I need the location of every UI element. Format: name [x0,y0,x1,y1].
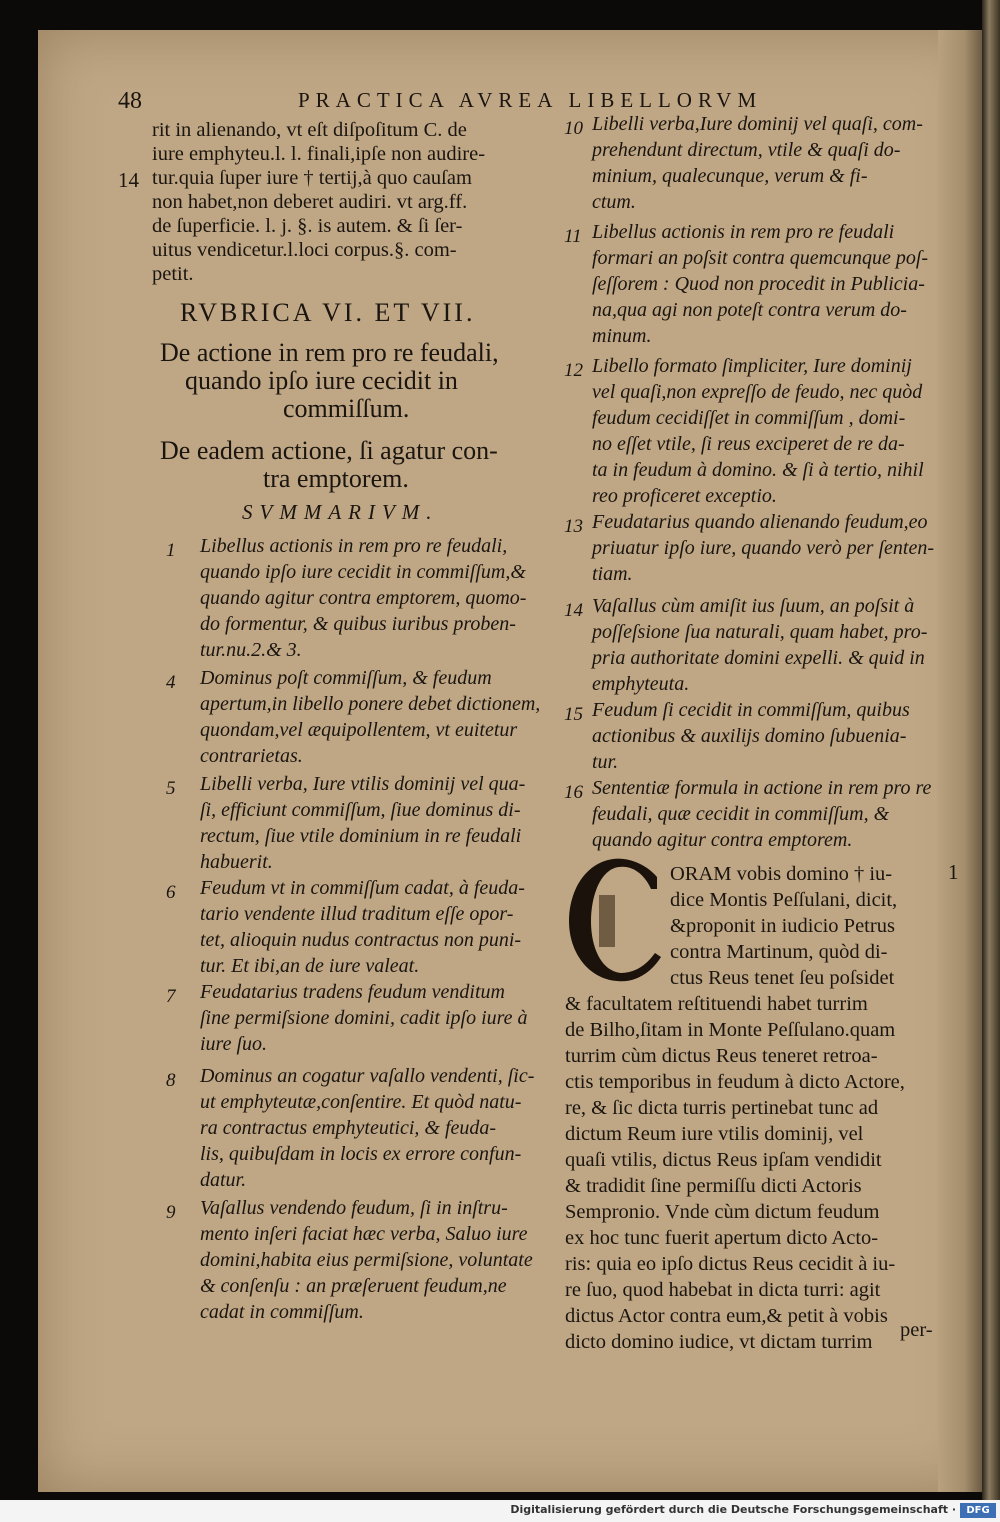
chapter-title-line: quando ipſo iure cecidit in [185,366,458,395]
summary-heading: SVMMARIVM. [242,500,439,524]
body-text-line: dice Montis Peſſulani, dicit, [670,889,898,911]
body-text-line: re, & ſic dicta turris pertinebat tunc ad [565,1097,879,1119]
chapter-title-line: De actione in rem pro re feudali, [160,338,499,367]
initial-letter-graphic [565,855,665,985]
summary-line: cadat in commiſſum. [200,1301,364,1323]
decorated-initial [565,855,665,985]
summary-line: formari an poſsit contra quemcunque poſ- [592,247,929,269]
digitization-credit: Digitalisierung gefördert durch die Deutsche Forschungsgemeinschaft · [510,1503,956,1516]
text-line: tur.quia ſuper iure † tertij,à quo cauſam [152,167,472,189]
chapter-title-line: De eadem actione, ſi agatur con- [160,436,498,465]
summary-line: feudum cecidiſſet in commiſſum , domi- [592,407,906,429]
body-text-line: Sempronio. Vnde cùm dictum feudum [565,1201,880,1223]
dfg-logo: DFG [960,1503,996,1518]
footer-bar [0,1500,1000,1522]
body-text-line: dictus Actor contra eum,& petit à vobis [565,1305,888,1327]
body-text-line: & facultatem reſtituendi habet turrim [565,993,868,1015]
summary-line: prehendunt directum, vtile & quaſi do- [592,139,901,161]
summary-line: Feudum vt in commiſſum cadat, à feuda- [200,877,525,899]
summary-line: Libellus actionis in rem pro re feudali, [200,535,508,557]
summary-line: tet, alioquin nudus contractus non puni- [200,929,522,951]
summary-number: 9 [166,1202,176,1223]
summary-number: 1 [166,540,176,561]
chapter-title-line: tra emptorem. [263,464,409,493]
summary-line: ctum. [592,191,636,213]
chapter-title-line: commiſſum. [283,394,410,423]
summary-line: tur.nu.2.& 3. [200,639,302,661]
summary-line: na,qua agi non poteſt contra verum do- [592,299,907,321]
body-text-line: quaſi vtilis, dictus Reus ipſam vendidit [565,1149,882,1171]
summary-line: minium, qualecunque, verum & fi- [592,165,868,187]
catchword: per- [900,1319,933,1341]
body-text-line: ctis temporibus in feudum à dicto Actore, [565,1071,905,1093]
summary-line: Feudatarius quando alienando feudum,eo [592,511,928,533]
margin-number: 14 [118,168,139,192]
summary-line: quando ipſo iure cecidit in commiſſum,& [200,561,526,583]
summary-line: ta in feudum à domino. & ſi à tertio, nihil [592,459,924,481]
summary-line: iure ſuo. [200,1033,268,1055]
summary-line: mento inſeri faciat hæc verba, Saluo iure [200,1223,528,1245]
summary-line: ſeſſorem : Quod non procedit in Publicia- [592,273,925,295]
rubric-heading: RVBRICA VI. ET VII. [180,298,476,327]
page-gutter-shadow [938,30,982,1492]
summary-line: ſine permiſsione domini, cadit ipſo iure à [200,1007,528,1029]
summary-line: habuerit. [200,851,273,873]
summary-line: quando agitur contra emptorem, quomo- [200,587,527,609]
summary-line: apertum,in libello ponere debet dictionem, [200,693,541,715]
summary-line: Dominus poſt commiſſum, & feudum [200,667,492,689]
summary-line: rectum, ſiue vtile dominium in re feudali [200,825,522,847]
body-text-line: de Bilho,ſitam in Monte Peſſulano.quam [565,1019,896,1041]
body-text-line: & tradidit ſine permiſſu dicti Actoris [565,1175,862,1197]
body-text-line: turrim cùm dictus Reus teneret retroa- [565,1045,878,1067]
summary-line: feudali, quæ cecidit in commiſſum, & [592,803,890,825]
text-line: petit. [152,263,194,285]
summary-line: minum. [592,325,652,347]
summary-line: ſi, efficiunt commiſſum, ſiue dominus di- [200,799,521,821]
text-line: non habet,non deberet audiri. vt arg.ff. [152,191,468,213]
summary-number: 16 [564,782,583,803]
summary-line: Libellus actionis in rem pro re feudali [592,221,895,243]
summary-line: Vaſallus cùm amiſit ius ſuum, an poſsit à [592,595,915,617]
summary-line: Libello formato ſimpliciter, Iure dominij [592,355,912,377]
summary-line: tiam. [592,563,633,585]
text-line: de ſuperficie. l. j. §. is autem. & ſi ſer- [152,215,463,237]
page-number: 48 [118,88,142,114]
summary-line: vel quaſi,non expreſſo de feudo, nec quòd [592,381,923,403]
summary-line: tur. [592,751,619,773]
body-text-line: ris: quia eo ipſo dictus Reus cecidit à iu- [565,1253,896,1275]
summary-line: poſſeſsione ſua naturali, quam habet, pro- [592,621,928,643]
summary-number: 11 [564,226,582,247]
summary-number: 6 [166,882,176,903]
summary-line: Dominus an cogatur vaſallo vendenti, ſic- [200,1065,535,1087]
summary-line: Vaſallus vendendo feudum, ſi in inſtru- [200,1197,508,1219]
summary-line: reo proficeret exceptio. [592,485,777,507]
text-line: rit in alienando, vt eſt diſpoſitum C. de [152,119,467,141]
summary-line: contrarietas. [200,745,303,767]
summary-line: quondam,vel æquipollentem, vt euitetur [200,719,518,741]
summary-line: quando agitur contra emptorem. [592,829,853,851]
running-title: PRACTICA AVREA LIBELLORVM [298,88,763,112]
margin-number: 1 [948,860,959,884]
summary-number: 13 [564,516,583,537]
summary-line: Feudatarius tradens feudum venditum [200,981,505,1003]
body-text-line: re ſuo, quod habebat in dicta turri: agit [565,1279,881,1301]
body-text-line: ex hoc tunc fuerit apertum dicto Acto- [565,1227,879,1249]
summary-line: tur. Et ibi,an de iure valeat. [200,955,420,977]
summary-number: 10 [564,118,583,139]
summary-line: Sententiæ formula in actione in rem pro re [592,777,932,799]
summary-line: datur. [200,1169,247,1191]
body-text-line: ORAM vobis domino † iu- [670,863,893,885]
summary-line: Feudum ſi cecidit in commiſſum, quibus [592,699,910,721]
summary-line: Libelli verba,Iure dominij vel quaſi, com- [592,113,923,135]
summary-line: & conſenſu : an præſeruent feudum,ne [200,1275,507,1297]
summary-number: 4 [166,672,176,693]
summary-number: 15 [564,704,583,725]
book-edge [982,0,1000,1522]
summary-line: ut emphyteutæ,conſentire. Et quòd natu- [200,1091,522,1113]
body-text-line: ctus Reus tenet ſeu poſsidet [670,967,895,989]
summary-line: actionibus & auxilijs domino ſubuenia- [592,725,907,747]
summary-line: pria authoritate domini expelli. & quid in [592,647,925,669]
summary-line: domini,habita eius permiſsione, voluntate [200,1249,533,1271]
summary-line: do formentur, & quibus iuribus proben- [200,613,516,635]
body-text-line: &proponit in iudicio Petrus [670,915,895,937]
summary-number: 7 [166,986,176,1007]
summary-number: 8 [166,1070,176,1091]
summary-line: priuatur ipſo iure, quando verò per ſenten- [592,537,934,559]
summary-line: emphyteuta. [592,673,690,695]
text-line: iure emphyteu.l. l. finali,ipſe non audire- [152,143,486,165]
body-text-line: dictum Reum iure vtilis dominij, vel [565,1123,864,1145]
summary-line: lis, quibuſdam in locis ex errore confun- [200,1143,522,1165]
summary-line: Libelli verba, Iure vtilis dominij vel qua- [200,773,526,795]
summary-number: 12 [564,360,583,381]
summary-line: ra contractus emphyteutici, & feuda- [200,1117,497,1139]
summary-number: 14 [564,600,583,621]
summary-line: no eſſet vtile, ſi reus exciperet de re da- [592,433,905,455]
summary-number: 5 [166,778,176,799]
body-text-line: dicto domino iudice, vt dictam turrim [565,1331,873,1353]
text-line: uitus vendicetur.l.loci corpus.§. com- [152,239,457,261]
summary-line: tario vendente illud traditum eſſe opor- [200,903,514,925]
body-text-line: contra Martinum, quòd di- [670,941,888,963]
